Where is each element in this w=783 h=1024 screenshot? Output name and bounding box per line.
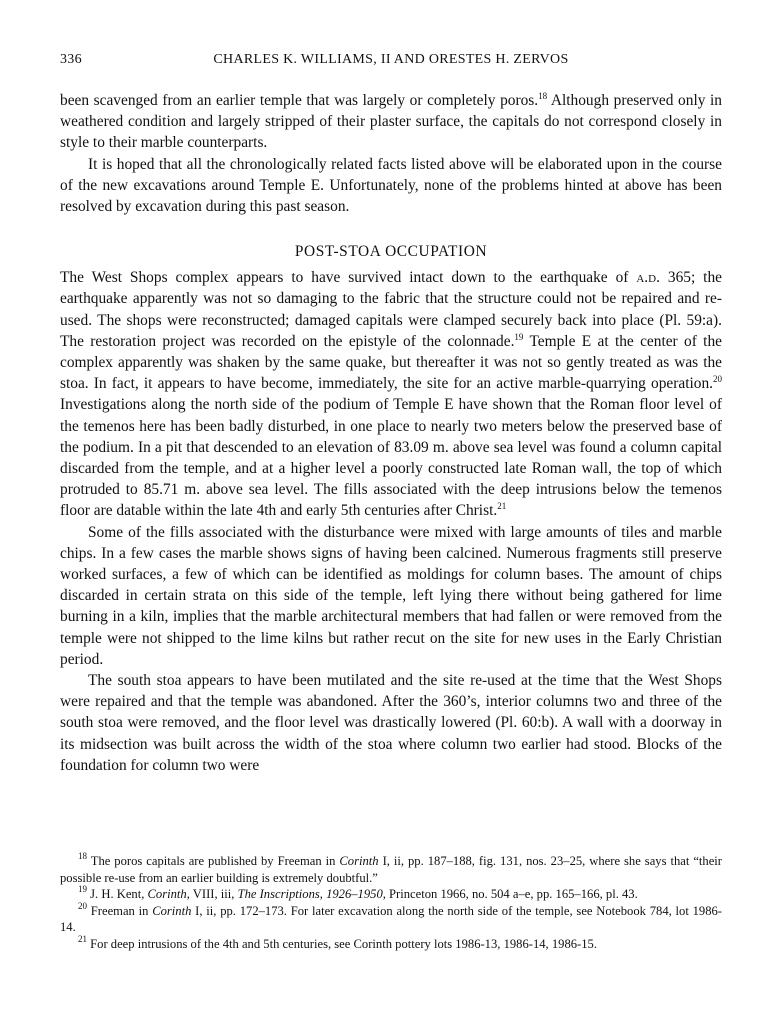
footnote-ref-19[interactable]: 19 <box>514 331 524 342</box>
page <box>60 52 722 776</box>
footnote-ref-21[interactable]: 21 <box>497 501 507 512</box>
running-header <box>60 52 722 72</box>
era-abbreviation: a.d. <box>636 269 660 287</box>
section-heading: POST-STOA OCCUPATION <box>294 243 488 261</box>
footnote-ref-20[interactable]: 20 <box>713 374 722 385</box>
paragraph-3: The West Shops complex appears to have survived intact down to the earthquake of a.d. 365; the earthquake apparently was not so damaging to the fabric that the structure could not be repaired and re-used. The shops were reconstructed; damaged capitals were clamped securely back into place (Pl. 59:a). The restoration project was recorded on the epistyle of the colonnade.$^{19}$ Temple E at the center of the complex apparently was shaken by the same quake, but thereafter it was not so gently treated as was the stoa. In fact, it appears to have become, immediately, the site for an active marble-quarrying operation.$^{20}$ Investigations along the north side of the podium of Temple E have shown that the Roman floor level of the temenos here has been badly disturbed, in one place to nearly two meters below the preserved base of the podium. In a pit that descended to an elevation of 83.09 m. above sea level was found a column capital discarded from the temple, and at a higher level a poorly constructed late Roman wall, the top of which protruded to 85.71 m. above sea level. The fills associated with the deep intrusions below the temenos floor are datable within the late 4th and early 5th centuries after Christ.$^{21}$ <box>60 269 722 520</box>
article-body <box>60 90 722 776</box>
footnotes <box>60 853 722 952</box>
paragraph-1: been scavenged from an earlier temple that was largely or completely poros.$^{18}$ Although preserved only in weathered condition and largely stripped of their plaster surface, the capitals do not correspond closely in style to their marble counterparts. <box>60 91 722 152</box>
page-number: 336 <box>60 52 82 67</box>
footnote-ref-18[interactable]: 18 <box>538 91 548 101</box>
running-head-authors: CHARLES K. WILLIAMS, II AND ORESTES H. ZERVOS <box>213 52 569 67</box>
footnote-20: $^{20}$ Freeman in Corinth I, ii, pp. 172–173. For later excavation along the north side of the temple, see Notebook 784, lot 1986-14. <box>60 900 722 934</box>
footnote-21: $^{21}$ For deep intrusions of the 4th and 5th centuries, see Corinth pottery lots 1986-13, 1986-14, 1986-15. <box>78 933 597 951</box>
paragraph-2: It is hoped that all the chronologically related facts listed above will be elaborated upon in the course of the new excavations around Temple E. Unfortunately, none of the problems hinted at above has been resolved by excavation during this past season. <box>60 155 722 216</box>
footnote-19: $^{19}$ J. H. Kent, Corinth, VIII, iii, The Inscriptions, 1926–1950, Princeton 1966, no. 504 a–e, pp. 165–166, pl. 43. <box>78 884 638 901</box>
footnote-18: $^{18}$ The poros capitals are published by Freeman in Corinth I, ii, pp. 187–188, fig. 131, nos. 23–25, where she says that “their possible re-use from an earlier building is extremely doubtful.” <box>60 851 722 885</box>
paragraph-5: The south stoa appears to have been mutilated and the site re-used at the time that the West Shops were repaired and that the temple was abandoned. After the 360’s, interior columns two and three of the south stoa were removed, and the floor level was drastically lowered (Pl. 60:b). A wall with a doorway in its midsection was built across the width of the stoa where column two earlier had stood. Blocks of the foundation for column two were <box>60 672 722 774</box>
paragraph-4: Some of the fills associated with the disturbance were mixed with large amounts of tiles and marble chips. In a few cases the marble shows signs of having been calcined. Numerous fragments still preserve worked surfaces, a few of which can be identified as moldings for column bases. The amount of chips discarded in certain strata on this side of the temple, left lying there without being gathered for lime burning in a kiln, implies that the marble architectural members that had fallen or were removed from the temple were not shipped to the lime kilns but rather recut on the site for new uses in the Early Christian period. <box>60 523 722 668</box>
